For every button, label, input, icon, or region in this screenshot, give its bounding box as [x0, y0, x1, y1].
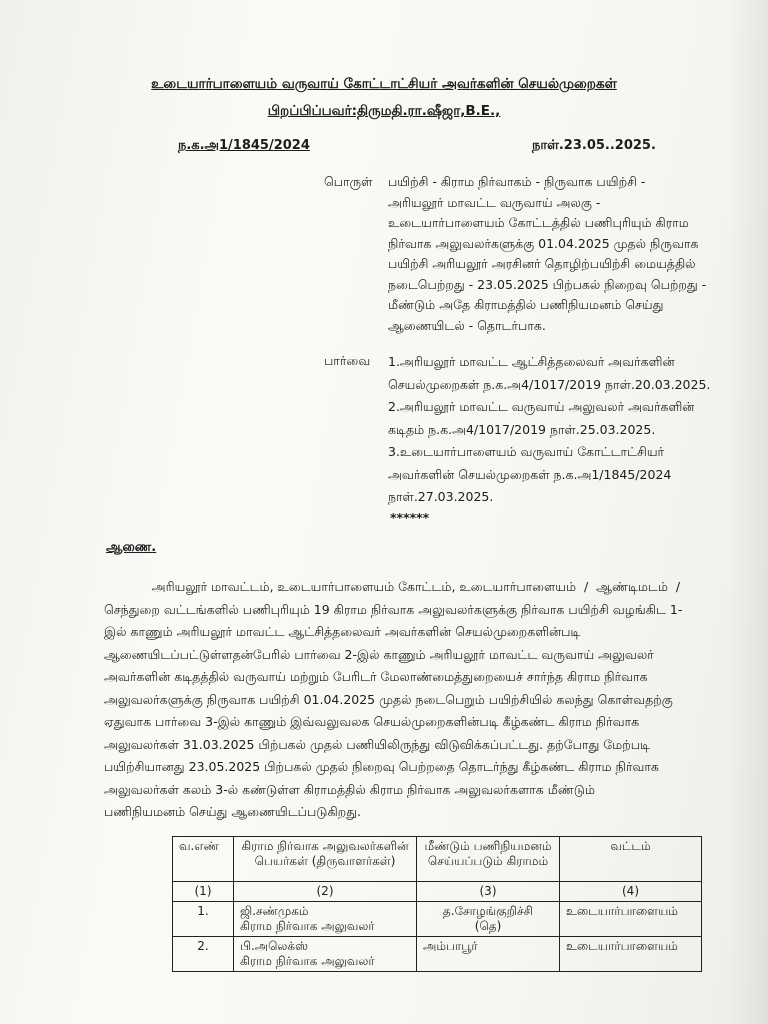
subject-label: பொருள்: [324, 174, 373, 189]
reference-line: அவர்களின் செயல்முறைகள் ந.க.அ1/1845/2024: [388, 466, 672, 482]
subject-line: நடைபெற்றது - 23.05.2025 பிற்பகல் நிறைவு பெற்றது -: [388, 276, 707, 292]
table-row: [173, 937, 702, 972]
separator-stars: ******: [390, 510, 430, 525]
order-line: செந்துறை வட்டங்களில் பணிபுரியும் 19 கிராம நிர்வாக அலுவலர்களுக்கு நிர்வாக பயிற்சி வழங்கிட 1-: [104, 601, 683, 617]
order-heading: ஆணை.: [106, 540, 157, 555]
officer-name: பி.அலெக்ஸ்: [240, 939, 308, 953]
order-line: அலுவலர்களுக்கு நிருவாக பயிற்சி 01.04.2025 முதல் நடைபெறும் பயிற்சியில் கலந்து கொள்வதற்கு: [104, 691, 673, 707]
subject-line: ஆணையிடல் - தொடர்பாக.: [388, 317, 546, 333]
subject-line: பயிற்சி அரியலூர் அரசினர் தொழிற்பயிற்சி மையத்தில்: [388, 256, 696, 271]
order-line: அரியலூர் மாவட்டம், உடையார்பாளையம் கோட்டம், உடையார்பாளையம் / ஆண்டிமடம் /: [104, 579, 681, 594]
subject-line: நிர்வாக அலுவலர்களுக்கு 01.04.2025 முதல் நிருவாக: [388, 235, 699, 251]
order-line: அலுவலர்கள் கலம் 3-ல் கண்டுள்ள கிராமத்தில் கிராம நிர்வாக அலுவலர்களாக மீண்டும்: [104, 781, 595, 797]
reference-number: ந.க.அ1/1845/2024: [178, 138, 310, 153]
row-taluk: உடையார்பாளையம்: [560, 937, 702, 972]
references-text: [388, 351, 711, 509]
colnum: (1): [173, 882, 234, 902]
row-serial: 2.: [173, 937, 234, 972]
order-line: இல் காணும் அரியலூர் மாவட்ட ஆட்சித்தலைவர் அவர்களின் செயல்முறைகளின்படி: [104, 624, 581, 639]
village-name: அம்பாபூர்: [423, 939, 478, 953]
page-shadow: [728, 0, 768, 1024]
reappointment-table: [172, 836, 702, 972]
colnum: (3): [417, 882, 560, 902]
row-taluk: உடையார்பாளையம்: [560, 902, 702, 937]
row-officer: [234, 902, 417, 937]
village-name: த.சோழங்குறிச்சி: [442, 904, 534, 918]
row-officer: [234, 937, 417, 972]
row-serial: 1.: [173, 902, 234, 937]
subject-line: மீண்டும் அதே கிராமத்தில் பணிநியமனம் செய்து: [388, 297, 664, 312]
order-paragraph: [104, 576, 704, 824]
row-village: [417, 937, 560, 972]
reference-line: 2.அரியலூர் மாவட்ட வருவாய் அலுவலர் அவர்களின்: [388, 399, 695, 414]
subject-text: [388, 172, 707, 336]
order-line: அவர்களின் கடிதத்தில் வருவாய் மற்றும் பேரிடர் மேலாண்மைத்துறையைச் சார்ந்த கிராம நிர்வாக: [104, 669, 648, 684]
reference-line: 3.உடையார்பாளையம் வருவாய் கோட்டாட்சியர்: [388, 444, 665, 459]
table-colnum-row: [173, 882, 702, 902]
references-label: பார்வை: [324, 353, 371, 368]
order-line: பணிநியமனம் செய்து ஆணையிடப்படுகிறது.: [104, 804, 362, 819]
header-serial: வ.எண்: [173, 837, 234, 882]
reference-line: கடிதம் ந.க.அ4/1017/2019 நாள்.25.03.2025.: [388, 421, 656, 437]
document-title: உடையார்பாளையம் வருவாய் கோட்டாட்சியர் அவர்களின் செயல்முறைகள்: [151, 76, 617, 92]
reference-line: செயல்முறைகள் ந.க.அ4/1017/2019 நாள்.20.03.2025.: [388, 376, 711, 392]
reference-line: நாள்.27.03.2025.: [388, 489, 494, 504]
village-sub: (தெ): [474, 919, 502, 933]
reference-line: 1.அரியலூர் மாவட்ட ஆட்சித்தலைவர் அவர்களின்: [388, 354, 675, 369]
header-village: மீண்டும் பணிநியமனம் செய்யப்படும் கிராமம்: [417, 837, 560, 882]
document-date: நாள்.23.05..2025.: [532, 138, 656, 153]
subject-line: அரியலூர் மாவட்ட வருவாய் அலகு -: [388, 194, 601, 210]
issuer-line: பிறப்பிப்பவர்:திருமதி.ரா.ஷீஜா,B.E.,: [267, 103, 501, 119]
officer-role: கிராம நிர்வாக அலுவலர்: [240, 919, 375, 933]
table-row: [173, 902, 702, 937]
table-header-row: [173, 837, 702, 882]
order-line: ஏதுவாக பார்வை 3-இல் காணும் இவ்வலுவலக செயல்முறைகளின்படி கீழ்கண்ட கிராம நிர்வாக: [104, 714, 640, 729]
colnum: (4): [560, 882, 702, 902]
order-line: அலுவலர்கள் 31.03.2025 பிற்பகல் முதல் பணியிலிருந்து விடுவிக்கப்பட்டது. தற்போது மேற்படி: [104, 736, 650, 752]
subject-line: உடையார்பாளையம் கோட்டத்தில் பணிபுரியும் கிராம: [388, 215, 689, 230]
row-village: [417, 902, 560, 937]
order-line: பயிற்சியானது 23.05.2025 பிற்பகல் முதல் நிறைவு பெற்றதை தொடர்ந்து கீழ்கண்ட கிராம நிர்வாக: [104, 759, 659, 774]
officer-role: கிராம நிர்வாக அலுவலர்: [240, 954, 375, 968]
officer-name: ஜி.சண்முகம்: [240, 904, 309, 918]
header-taluk: வட்டம்: [560, 837, 702, 882]
order-line: ஆணையிடப்பட்டுள்ளதன்பேரில் பார்வை 2-இல் காணும் அரியலூர் மாவட்ட வருவாய் அலுவலர்: [104, 646, 654, 662]
subject-line: பயிற்சி - கிராம நிர்வாகம் - நிருவாக பயிற்சி -: [388, 174, 646, 189]
colnum: (2): [234, 882, 417, 902]
header-officer-names: கிராம நிர்வாக அலுவலர்களின் பெயர்கள் (திருவாளர்கள்): [234, 837, 417, 882]
